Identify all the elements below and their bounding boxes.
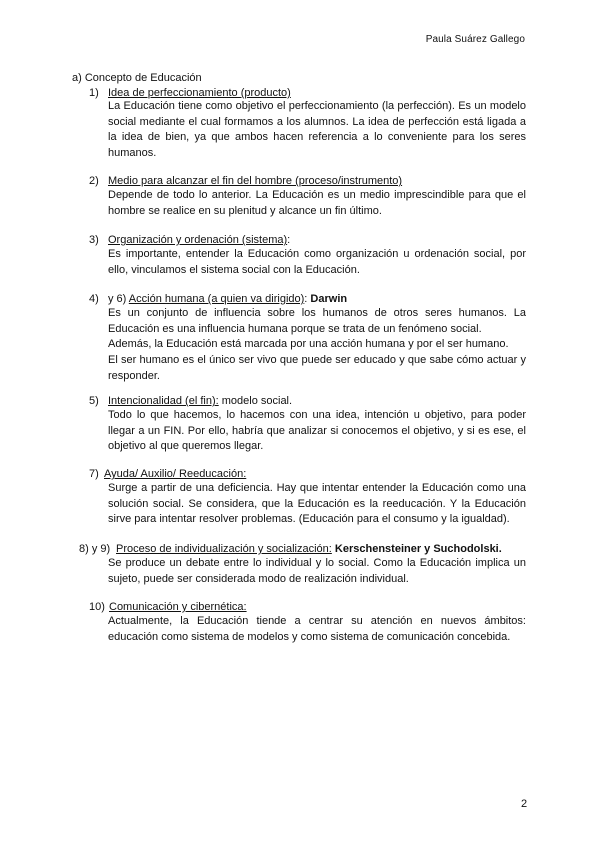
- item-title: Idea de perfeccionamiento (producto): [108, 87, 291, 99]
- item-title: Comunicación y cibernética:: [109, 601, 247, 613]
- item-author: Darwin: [310, 293, 348, 305]
- item-title: Medio para alcanzar el fin del hombre (proceso/instrumento): [108, 175, 403, 187]
- item-paragraph: La Educación tiene como objetivo el perfeccionamiento (la perfección). Es un modelo social mediante el cual formamos a los alumnos. La idea de perfección está ligada a la idea de bien, ya que ambos hacen referencia a lo conveniente para los seres humanos.: [108, 100, 526, 160]
- item-title: Intencionalidad (el fin):: [108, 395, 219, 407]
- item-title-suffix: modelo social.: [218, 395, 293, 407]
- item-number: 1): [89, 87, 99, 99]
- item-number: 8) y 9): [79, 543, 111, 555]
- item-heading: [89, 233, 290, 247]
- item-body: [108, 614, 526, 645]
- item-author: Kerschensteiner y Suchodolski.: [334, 543, 502, 555]
- item-body: [108, 99, 526, 162]
- item-body: [108, 408, 526, 455]
- item-heading: [89, 600, 247, 614]
- item-heading: [89, 86, 291, 100]
- item-title-suffix: :: [287, 234, 291, 246]
- item-number: 10): [89, 601, 105, 613]
- item-paragraph: Se produce un debate entre lo individual y lo social. Como la Educación implica un sujeto, puede ser considerada modo de realización individual.: [108, 557, 526, 585]
- item-body: [108, 306, 526, 385]
- item-prefix: y 6): [108, 293, 129, 305]
- item-paragraph: El ser humano es el único ser vivo que puede ser educado y que sabe cómo actuar y responder.: [108, 354, 526, 382]
- item-paragraph: Depende de todo lo anterior. La Educación es un medio imprescindible para que el hombre se realice en su plenitud y alcance un fin último.: [108, 189, 526, 217]
- item-title: Proceso de individualización y socialización:: [116, 543, 332, 555]
- item-paragraph: Surge a partir de una deficiencia. Hay que intentar entender la Educación como una solución social. Se considera, que la Educación es la reeducación. Y la Educación sirve para intentar resolver problemas. (Educación para el consumo y la igualdad).: [108, 482, 526, 526]
- item-title: Acción humana (a quien va dirigido): [128, 293, 305, 305]
- item-body: [108, 188, 526, 219]
- item-heading: [89, 292, 347, 306]
- item-paragraph: Además, la Educación está marcada por una acción humana y por el ser humano.: [108, 338, 509, 351]
- item-number: 7): [89, 468, 99, 480]
- header-author: Paula Suárez Gallego: [425, 34, 525, 45]
- item-heading: [89, 394, 292, 408]
- item-title: Organización y ordenación (sistema): [108, 234, 288, 246]
- item-paragraph: Es importante, entender la Educación como organización u ordenación social, por ello, vinculamos el sistema social con la Educación.: [108, 248, 526, 276]
- item-body: [108, 247, 526, 278]
- item-body: [108, 481, 526, 528]
- page-number: 2: [521, 798, 528, 810]
- item-body: [108, 556, 526, 587]
- section-heading: a) Concepto de Educación: [72, 72, 202, 84]
- item-paragraph: Todo lo que hacemos, lo hacemos con una idea, intención u objetivo, para poder llegar a un FIN. Por ello, habría que analizar si conocemos el objetivo, y si es ese, el objetivo al que queremos llegar.: [108, 409, 526, 453]
- item-heading: [89, 467, 246, 481]
- item-number: 2): [89, 175, 99, 187]
- item-number: 4): [89, 293, 99, 305]
- item-number: 3): [89, 234, 99, 246]
- item-paragraph: Actualmente, la Educación tiende a centrar su atención en nuevos ámbitos: educación como sistema de modelos y como sistema de comunicación concebida.: [108, 615, 526, 643]
- item-number: 5): [89, 395, 99, 407]
- item-heading: [89, 174, 402, 188]
- item-title-suffix: :: [304, 293, 311, 305]
- item-heading: [79, 542, 502, 556]
- item-title: Ayuda/ Auxilio/ Reeducación:: [104, 468, 247, 480]
- item-paragraph: Es un conjunto de influencia sobre los humanos de otros seres humanos. La Educación es una influencia humana porque se trata de un fenómeno social.: [108, 307, 526, 335]
